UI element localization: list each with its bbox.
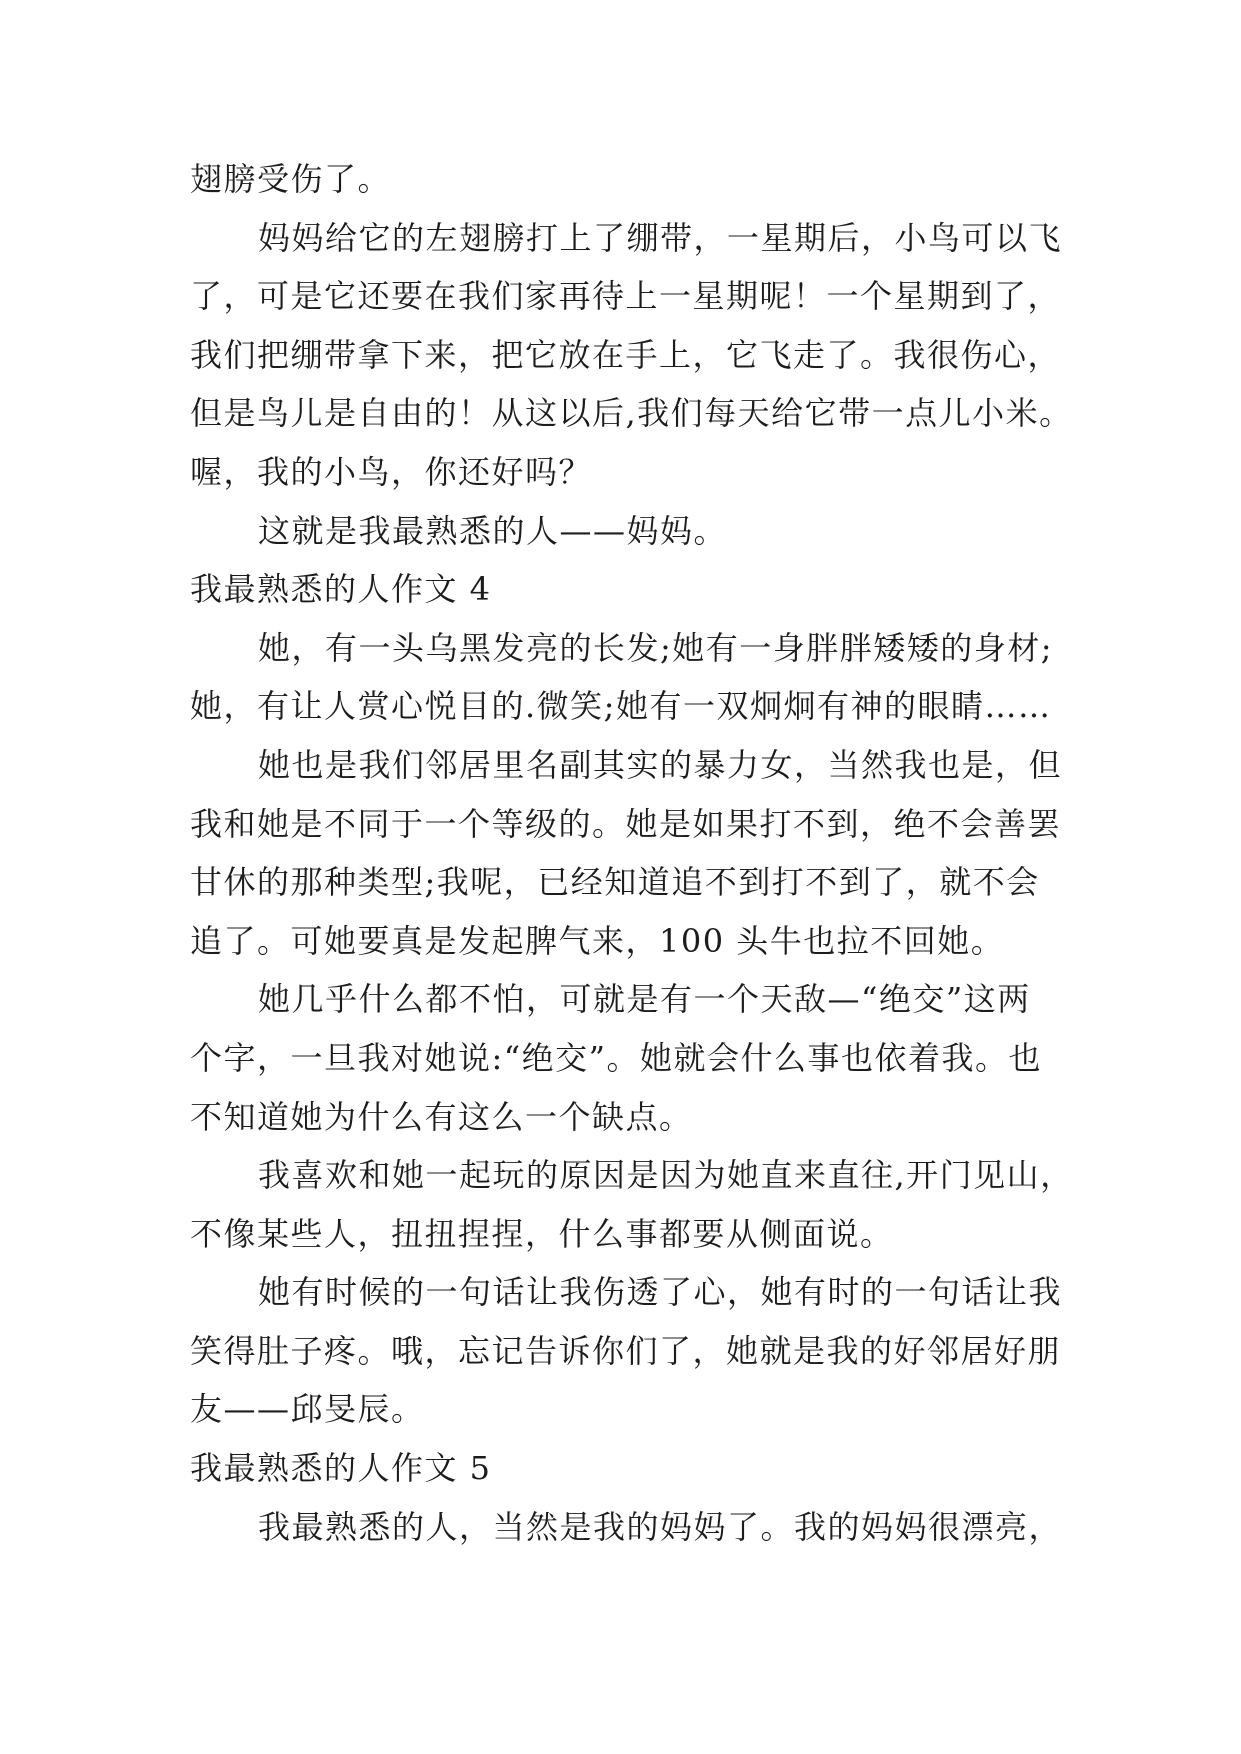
- heading-text: 我最熟悉的人作文 4: [190, 570, 492, 609]
- paragraph: [190, 1146, 1150, 1263]
- text-line: 了，可是它还要在我们家再待上一星期呢！一个星期到了，: [190, 277, 1062, 316]
- text-line: 追了。可她要真是发起脾气来，100 头牛也拉不回她。: [190, 921, 1005, 960]
- text-line: 我最熟悉的人，当然是我的妈妈了。我的妈妈很漂亮，: [258, 1507, 1063, 1546]
- paragraph: [190, 970, 1150, 1146]
- paragraph: [190, 736, 1150, 970]
- text-line: 她有时候的一句话让我伤透了心，她有时的一句话让我: [258, 1273, 1063, 1312]
- paragraph: [190, 209, 1150, 502]
- text-line: 个字，一旦我对她说:“绝交”。她就会什么事也依着我。也: [190, 1038, 1043, 1077]
- section-heading: [190, 1439, 1150, 1498]
- paragraph: [190, 502, 1150, 561]
- text-line: 翅膀受伤了。: [190, 160, 392, 198]
- text-line: 这就是我最熟悉的人——妈妈。: [258, 511, 728, 550]
- text-line: 不像某些人，扭扭捏捏，什么事都要从侧面说。: [190, 1214, 894, 1253]
- text-line: 她，有一头乌黑发亮的长发;她有一身胖胖矮矮的身材;: [258, 628, 1054, 667]
- text-line: 我们把绷带拿下来，把它放在手上，它飞走了。我很伤心，: [190, 335, 1062, 374]
- text-line: 喔，我的小鸟，你还好吗？: [190, 452, 593, 491]
- heading-text: 我最熟悉的人作文 5: [190, 1449, 492, 1488]
- text-line: 但是鸟儿是自由的！从这以后,我们每天给它带一点儿小米。: [190, 394, 1073, 433]
- text-line: 我和她是不同于一个等级的。她是如果打不到，绝不会善罢: [190, 804, 1062, 843]
- paragraph: [190, 619, 1150, 736]
- paragraph-continuation: [190, 150, 1150, 209]
- text-line: 她也是我们邻居里名副其实的暴力女，当然我也是，但: [258, 745, 1063, 784]
- text-line: 笑得肚子疼。哦，忘记告诉你们了，她就是我的好邻居好朋: [190, 1331, 1062, 1370]
- paragraph: [190, 1498, 1150, 1557]
- document-page: [190, 150, 1150, 1556]
- section-heading: [190, 560, 1150, 619]
- text-line: 友——邱旻辰。: [190, 1390, 425, 1429]
- paragraph: [190, 1263, 1150, 1439]
- text-line: 不知道她为什么有这么一个缺点。: [190, 1097, 693, 1136]
- text-line: 我喜欢和她一起玩的原因是因为她直来直往,开门见山，: [258, 1156, 1074, 1195]
- text-line: 她，有让人赏心悦目的.微笑;她有一双炯炯有神的眼睛……: [190, 687, 1052, 726]
- text-line: 妈妈给它的左翅膀打上了绷带，一星期后，小鸟可以飞: [258, 218, 1063, 257]
- text-line: 她几乎什么都不怕，可就是有一个天敌—“绝交”这两: [258, 980, 1031, 1019]
- text-line: 甘休的那种类型;我呢，已经知道追不到打不到了，就不会: [190, 863, 1040, 902]
